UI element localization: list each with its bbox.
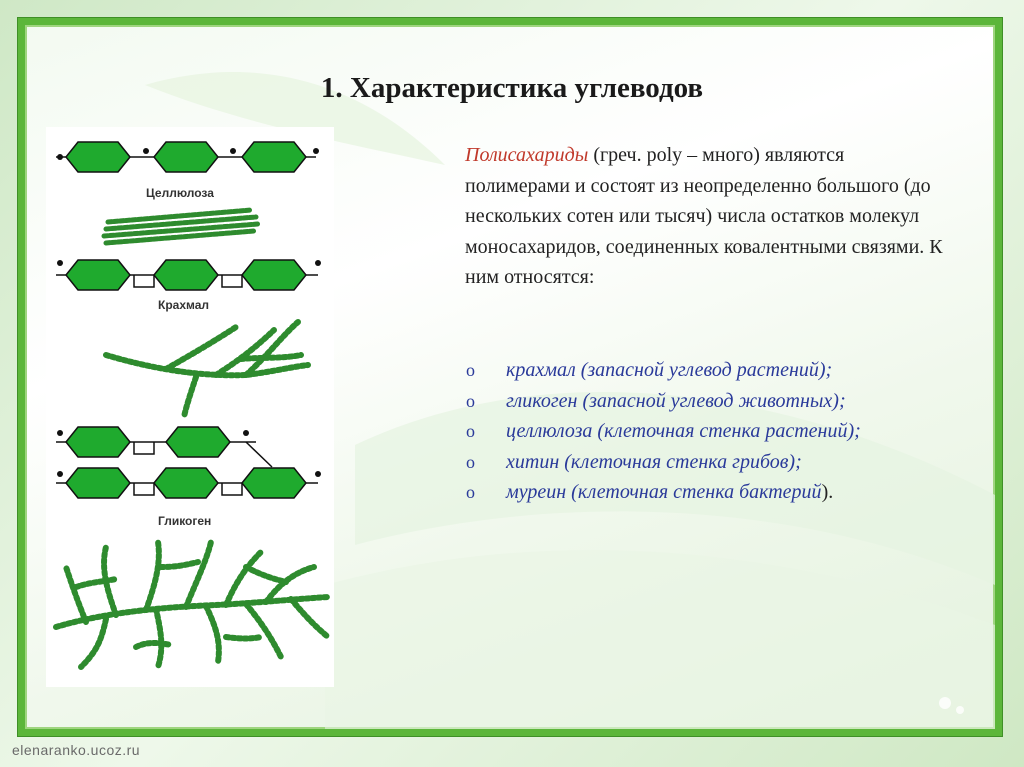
starch-branches <box>106 322 308 417</box>
list-item: o крахмал (запасной углевод растений); <box>466 355 966 386</box>
cellulose-label: Целлюлоза <box>146 186 214 200</box>
polysaccharide-diagram <box>46 127 334 687</box>
bullet-icon: o <box>466 421 475 441</box>
bullet-icon: o <box>466 360 475 380</box>
starch-label: Крахмал <box>158 298 210 312</box>
bullet-icon: o <box>466 390 475 411</box>
bullet-icon: o <box>466 482 475 502</box>
list-item: o гликоген (запасной углевод животных); <box>466 386 966 417</box>
glycogen-branches <box>56 542 328 667</box>
polysaccharide-list <box>466 355 966 508</box>
list-item: o целлюлоза (клеточная стенка растений); <box>466 416 966 447</box>
polysaccharide-definition <box>465 140 945 293</box>
footer-url: elenaranko.ucoz.ru <box>12 742 141 758</box>
slide-title: 1. Характеристика углеводов <box>320 72 704 104</box>
list-item: o муреин (клеточная стенка бактерий). <box>466 477 966 508</box>
bullet-icon: o <box>466 451 475 472</box>
definition-text: (греч. poly – много) являются полимерами и состоят из неопределенно большого (до нескольких сотен или тысяч) числа остатков молекул моносахаридов, соединенных ковалентными связями. К ним относятся: <box>465 144 943 288</box>
glycogen-chain-1 <box>56 427 272 467</box>
glycogen-label: Гликоген <box>158 514 212 528</box>
polysaccharide-term: Полисахариды <box>465 144 589 166</box>
starch-chain <box>56 260 321 290</box>
glycogen-chain-2 <box>56 468 321 498</box>
list-item: o хитин (клеточная стенка грибов); <box>466 447 966 478</box>
cellulose-chain <box>56 142 319 172</box>
cellulose-fibers <box>104 210 258 243</box>
